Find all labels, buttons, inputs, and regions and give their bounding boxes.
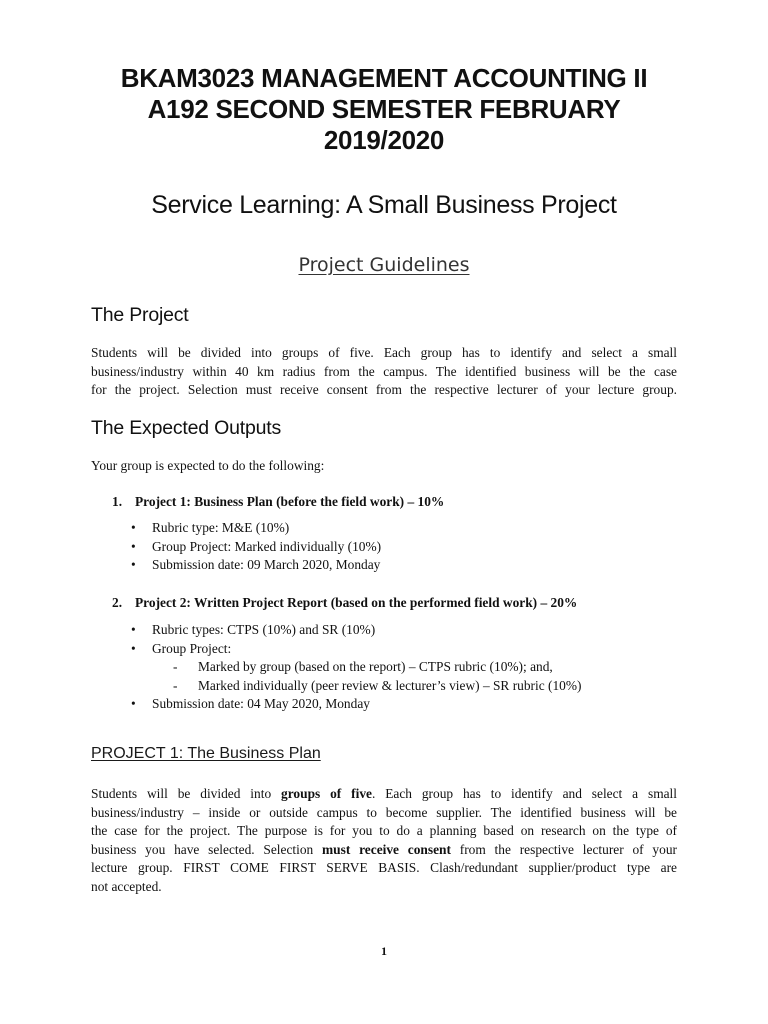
list-number: 2. — [112, 595, 123, 610]
guidelines-title — [0, 252, 768, 278]
text-run: . Each group has to identify and select a small — [371, 786, 677, 801]
expected-outputs-intro: Your group is expected to do the following: — [91, 458, 325, 473]
bullet-text: Rubric types: CTPS (10%) and SR (10%) — [152, 622, 376, 637]
bullet-icon: • — [131, 622, 136, 637]
text-run: business you have selected. Selection — [91, 841, 323, 857]
paragraph-line: business/industry – inside or outside campus to become supplier. The identified business will be — [91, 804, 677, 820]
paragraph-line — [91, 785, 677, 804]
bullet-text: Group Project: Marked individually (10%) — [152, 538, 382, 554]
list-item — [131, 538, 381, 557]
list-item — [131, 519, 381, 538]
guidelines-title-text: Project Guidelines — [298, 254, 470, 276]
page-number: 1 — [381, 944, 387, 958]
paragraph-line: not accepted. — [91, 878, 162, 894]
business-plan-paragraph — [91, 785, 677, 896]
project2-title: Project 2: Written Project Report (based on the performed field work) – 20% — [135, 595, 578, 610]
project-subtitle: Service Learning: A Small Business Project — [151, 191, 617, 219]
the-project-paragraph — [91, 344, 677, 400]
list-item — [131, 621, 375, 640]
project2-sub-list — [173, 658, 582, 695]
bullet-text: Submission date: 04 May 2020, Monday — [152, 696, 370, 711]
paragraph-line: the case for the project. The purpose is for you to do a planning based on research on the type of — [91, 823, 677, 838]
sub-item-text: Marked individually (peer review & lecturer’s view) – SR rubric (10%) — [198, 677, 582, 693]
bullet-text: Rubric type: M&E (10%) — [152, 520, 290, 535]
section-heading-business-plan: PROJECT 1: The Business Plan — [91, 745, 321, 762]
sub-list-item — [173, 677, 582, 696]
sub-item-text: Marked by group (based on the report) – CTPS rubric (10%); and, — [198, 659, 553, 674]
paragraph-line: lecture group. FIRST COME FIRST SERVE BASIS. Clash/redundant supplier/product type are — [91, 860, 677, 875]
course-title-line: BKAM3023 MANAGEMENT ACCOUNTING II — [120, 63, 648, 93]
paragraph-line — [91, 841, 677, 860]
project1-heading — [112, 493, 444, 511]
section-heading-expected-outputs: The Expected Outputs — [91, 417, 282, 439]
sub-list-item — [173, 658, 582, 677]
bullet-text: Submission date: 09 March 2020, Monday — [152, 557, 381, 572]
course-title — [0, 63, 768, 156]
bullet-icon: • — [131, 520, 136, 535]
bullet-icon: • — [131, 557, 136, 572]
text-run: from the respective lecturer of your — [450, 841, 677, 857]
paragraph-line: Students will be divided into groups of five. Each group has to identify and select a small — [91, 345, 677, 360]
list-item — [131, 556, 381, 575]
bullet-icon: • — [131, 640, 136, 656]
emphasis-text: groups of five — [281, 786, 372, 801]
list-number: 1. — [112, 494, 123, 509]
dash-icon: - — [173, 677, 178, 693]
list-item — [131, 640, 375, 659]
project1-bullet-list — [131, 519, 381, 575]
text-run: Students will be divided into — [91, 786, 282, 801]
paragraph-line: business/industry within 40 km radius from the campus. The identified business will be the case — [91, 363, 677, 379]
project1-title: Project 1: Business Plan (before the field work) – 10% — [135, 494, 445, 509]
project2-heading — [112, 594, 577, 612]
section-heading-the-project: The Project — [91, 304, 189, 326]
project2-bullet-list — [131, 621, 375, 658]
dash-icon: - — [173, 659, 178, 674]
course-title-line: 2019/2020 — [323, 125, 445, 155]
project2-bullet-list-end — [131, 695, 370, 714]
bullet-text: Group Project: — [152, 640, 232, 656]
paragraph-line: for the project. Selection must receive consent from the respective lecturer of your lecture group. — [91, 382, 677, 397]
bullet-icon: • — [131, 696, 136, 711]
list-item — [131, 695, 370, 714]
course-title-line: A192 SECOND SEMESTER FEBRUARY — [147, 94, 621, 124]
bullet-icon: • — [131, 538, 136, 554]
emphasis-text: must receive consent — [322, 841, 451, 857]
